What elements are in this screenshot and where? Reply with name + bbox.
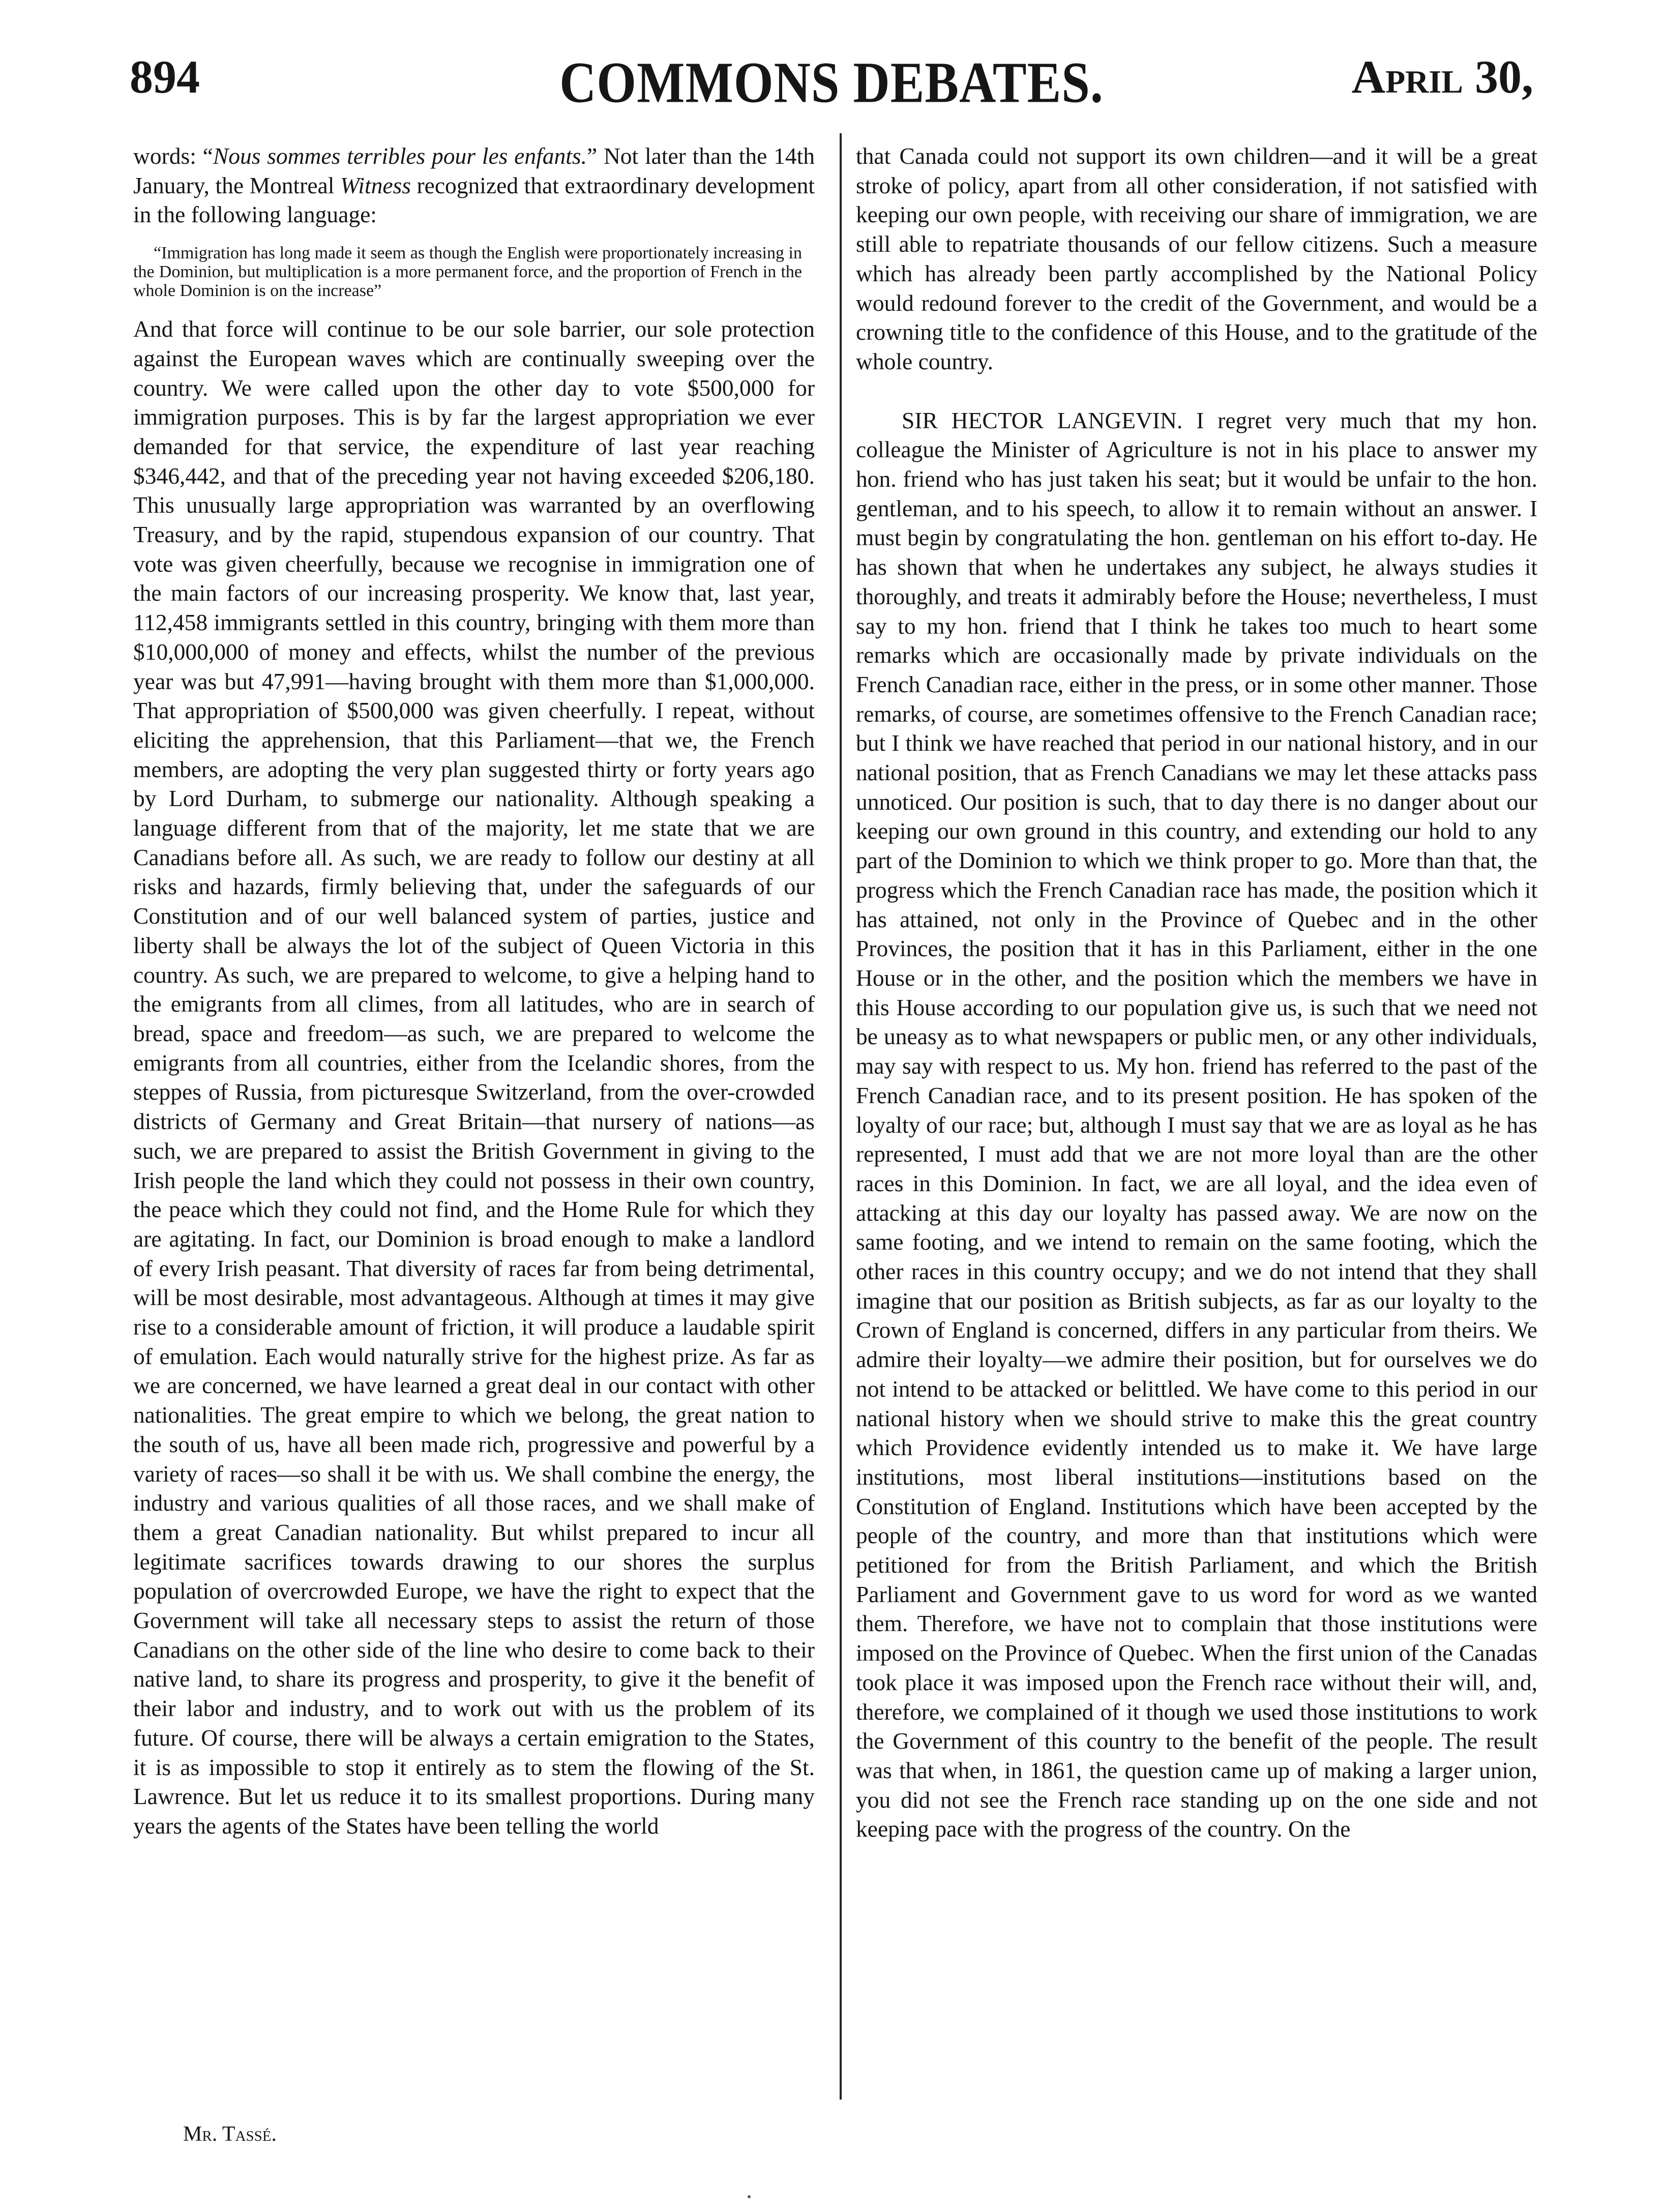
text-run: ” Not later than the 14th January, the Montreal xyxy=(133,143,815,198)
left-column xyxy=(133,141,815,2105)
speech-text: I regret very much that my hon. colleague the Minister of Agriculture is not in his place to answer my hon. friend who has just taken his seat; but it would be unfair to the hon. gentleman, and to his speech, to allow it to remain without an answer. I must begin by congratulating the hon. gentleman on his effort to-day. He has shown that when he undertakes any subject, he always studies it thoroughly, and treats it admirably before the House; nevertheless, I must say to my hon. friend that I think he takes too much to heart some remarks which are occasionally made by private individuals on the French Canadian race, either in the press, or in some other manner. Those remarks, of course, are sometimes offensive to the French Canadian race; but I think we have reached that period in our national history, and in our national position, that as French Canadians we may let these attacks pass unnoticed. Our position is such, that to day there is no danger about our keeping our own ground in this country, and extending our hold to any part of the Dominion to which we think proper to go. More than that, the progress which the French Canadian race has made, the position which it has attained, not only in the Province of Quebec and in the other Provinces, the position that it has in this Parliament, either in the one House or in the other, and the position which the members we have in this House according to our population give us, is such that we need not be uneasy as to what newspapers or public men, or any other individuals, may say with respect to us. My hon. friend has referred to the past of the French Canadian race, and to its present position. He has spoken of the loyalty of our race; but, although I must say that we are as loyal as he has represented, I must add that we are not more loyal than are the other races in this Dominion. In fact, we are all loyal, and the idea even of attacking at this day our loyalty has passed away. We are now on the same footing, and we intend to remain on the same footing, which the other races in this country occupy; and we do not intend that they shall imagine that our position as British subjects, as far as our loyalty to the Crown of England is concerned, differs in any particular from theirs. We admire their loyalty—we admire their position, but for ourselves we do not intend to be attacked or belittled. We have come to this period in our national history when we should strive to make this the great country which Providence evidently intended us to make it. We have large institutions, most liberal institutions—institutions based on the Constitution of England. Institutions which have been accepted by the people of the country, and more than that institutions which were petitioned for from the British Parliament, and which the British Parliament and Government gave to us word for word as we wanted them. Therefore, we have not to complain that those institutions were imposed on the Province of Quebec. When the first union of the Canadas took place it was imposed upon the French race without their will, and, therefore, we complained of it though we used those institutions to work the Government of this country to the benefit of the people. The result was that when, in 1861, the question came up of making a larger union, you did not see the French race standing up on the one side and not keeping pace with the progress of the country. On the xyxy=(856,407,1537,1842)
page-mark xyxy=(748,2195,751,2198)
right-column xyxy=(856,141,1537,2044)
paragraph xyxy=(133,141,815,229)
paragraph: And that force will continue to be our sole barrier, our sole protection against the European waves which are continually sweeping over the country. We were called upon the other day to vote $500,000 for immigration purposes. This is by far the largest appropriation we ever demanded for that service, the expenditure of last year reaching $346,442, and that of the preceding year not having exceeded $206,180. This unusually large appropriation was warranted by an overflowing Treasury, and by the rapid, stupendous expansion of our country. That vote was given cheerfully, because we recognise in immigration one of the main factors of our increasing prosperity. We know that, last year, 112,458 immigrants settled in this country, bringing with them more than $10,000,000 of money and effects, whilst the number of the previous year was but 47,991—having brought with them more than $1,000,000. That appropriation of $500,000 was given cheerfully. I repeat, without eliciting the apprehension, that this Parliament—that we, the French members, are adopting the very plan suggested thirty or forty years ago by Lord Durham, to submerge our nationality. Although speaking a language different from that of the majority, let me state that we are Canadians before all. As such, we are ready to follow our destiny at all risks and hazards, firmly believing that, under the safeguards of our Constitution and of our well balanced system of parties, justice and liberty shall be always the lot of the subject of Queen Victoria in this country. As such, we are prepared to welcome, to give a helping hand to the emigrants from all climes, from all latitudes, who are in search of bread, space and freedom—as such, we are prepared to welcome the emigrants from all countries, either from the Icelandic shores, from the steppes of Russia, from picturesque Switzerland, from the over-crowded districts of Germany and Great Britain—that nursery of nations—as such, we are prepared to assist the British Government in giving to the Irish people the land which they could not possess in their own country, the peace which they could not find, and the Home Rule for which they are agitating. In fact, our Dominion is broad enough to make a landlord of every Irish peasant. That diversity of races far from being detrimental, will be most desirable, most advantageous. Although at times it may give rise to a considerable amount of friction, it will produce a laudable spirit of emulation. Each would naturally strive for the highest prize. As far as we are concerned, we have learned a great deal in our contact with other nationalities. The great empire to which we belong, the great nation to the south of us, have all been made rich, progressive and powerful by a variety of races—so shall it be with us. We shall combine the energy, the industry and various qualities of all those races, and we shall make of them a great Canadian nationality. But whilst prepared to incur all legitimate sacrifices towards drawing to our shores the surplus population of overcrowded Europe, we have the right to expect that the Government will take all necessary steps to assist the return of those Canadians on the other side of the line who desire to come back to their native land, to share its progress and prosperity, to give it the benefit of their labor and industry, and to work out with us the problem of its future. Of course, there will be always a certain emigration to the States, it is as impossible to stop it entirely as to stem the flowing of the St. Lawrence. But let us reduce it to its smallest proportions. During many years the agents of the States have been telling the world xyxy=(133,316,815,1839)
column-divider xyxy=(840,133,842,2100)
page-number: 894 xyxy=(130,51,200,103)
text-run: recognized that extraordinary development in the following language: xyxy=(133,172,815,228)
journal-title: COMMONS DEBATES. xyxy=(559,50,1104,115)
block-quote: “Immigration has long made it seem as though the English were proportionately increasing in the Dominion, but multiplication is a more permanent force, and the proportion of French in the whole Dominion is on the increase” xyxy=(133,244,802,301)
issue-date: April 30, xyxy=(1351,51,1533,103)
newspaper-name: Witness xyxy=(340,172,411,198)
text-run: words: “ xyxy=(133,143,213,169)
footer-speaker-name: Mr. Tassé. xyxy=(183,2122,277,2146)
french-quote-italic: Nous sommes terribles pour les enfants. xyxy=(213,143,587,169)
speech-paragraph xyxy=(856,406,1537,1844)
speaker-name: SIR HECTOR LANGEVIN. xyxy=(902,407,1183,433)
page-header xyxy=(130,50,1533,130)
paragraph: that Canada could not support its own children—and it will be a great stroke of policy, apart from all other consideration, if not satisfied with keeping our own people, with receiving our share of immigration, we are still able to repatriate thousands of our fellow citizens. Such a measure which has already been partly accomplished by the National Policy would redound forever to the credit of the Government, and would be a crowning title to the confidence of this House, and to the gratitude of the whole country. xyxy=(856,143,1537,374)
